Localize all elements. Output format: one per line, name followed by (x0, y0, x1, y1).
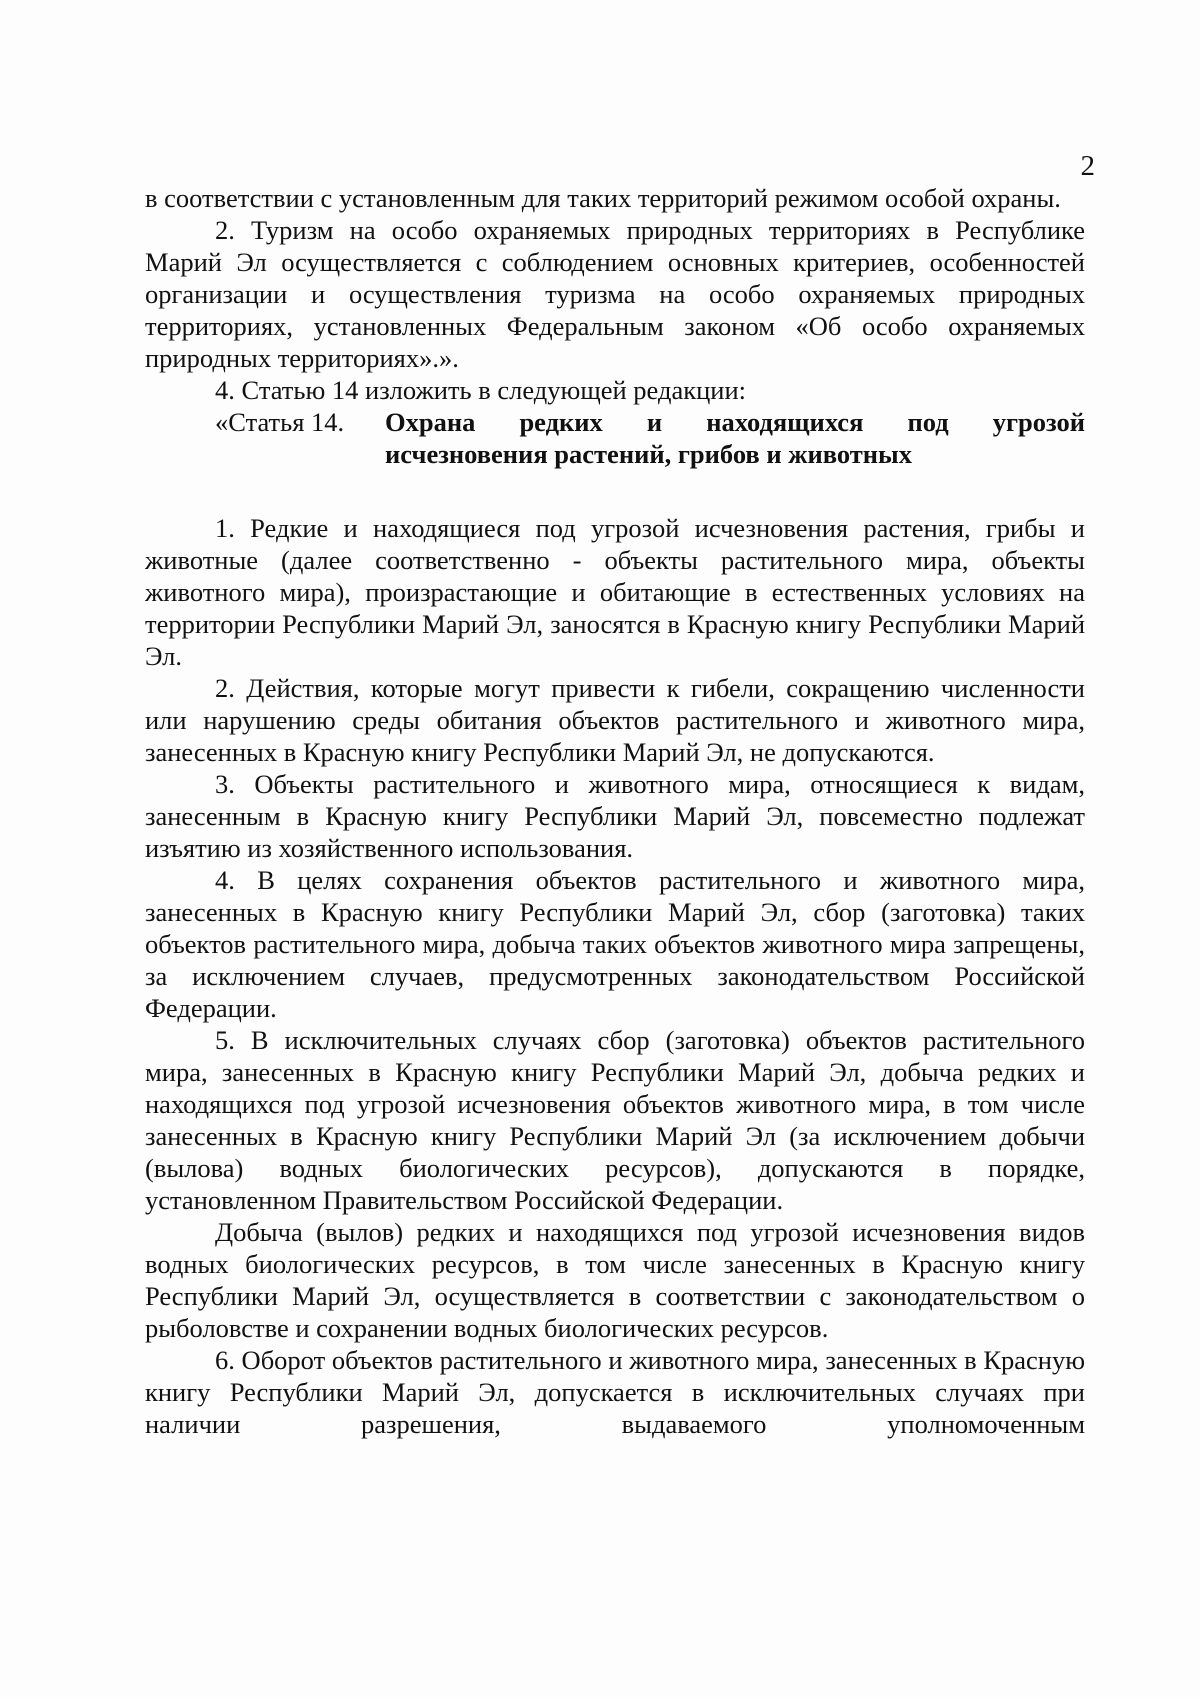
paragraph-item-4: 4. В целях сохранения объектов растительного и животного мира, занесенных в Красную книгу Республики Марий Эл, сбор (заготовка) таких объектов растительного мира, добыча таких объектов животного мира запрещены, за исключением случаев, предусмотренных законодательством Российской Федерации. (145, 865, 1085, 1023)
document-body (145, 182, 1085, 1440)
page-number: 2 (1080, 150, 1095, 182)
paragraph-item-5-extra: Добыча (вылов) редких и находящихся под угрозой исчезновения видов водных биологических ресурсов, в том числе занесенных в Красную книгу Республики Марий Эл, осуществляется в соответствии с законодательством о рыболовстве и сохранении водных биологических ресурсов. (145, 1217, 1085, 1343)
paragraph-item-3: 3. Объекты растительного и животного мира, относящиеся к видам, занесенным в Красную книгу Республики Марий Эл, повсеместно подлежат изъятию из хозяйственного использования. (145, 769, 1085, 863)
heading-spacer (145, 470, 1085, 512)
paragraph-item-1: 1. Редкие и находящиеся под угрозой исчезновения растения, грибы и животные (далее соответственно - объекты растительного мира, объекты животного мира), произрастающие и обитающие в естественных условиях на территории Республики Марий Эл, заносятся в Красную книгу Республики Марий Эл. (145, 513, 1085, 671)
article-heading (215, 406, 1085, 470)
article-number: «Статья 14. (215, 407, 345, 437)
paragraph-continuation: в соответствии с установленным для таких территорий режимом особой охраны. (145, 183, 1061, 213)
paragraph-item-5: 5. В исключительных случаях сбор (заготовка) объектов растительного мира, занесенных в Красную книгу Республики Марий Эл, добыча редких и находящихся под угрозой исчезновения объектов животного мира, в том числе занесенных в Красную книгу Республики Марий Эл (за исключением добычи (вылова) водных биологических ресурсов), допускаются в порядке, установленном Правительством Российской Федерации. (145, 1025, 1085, 1215)
article-title-line2: исчезновения растений, грибов и животных (385, 439, 912, 469)
paragraph-item-6: 6. Оборот объектов растительного и животного мира, занесенных в Красную книгу Республики Марий Эл, допускается в исключительных случаях при наличии разрешения, выдаваемого уполномоченным (145, 1345, 1085, 1439)
paragraph-item-2: 2. Действия, которые могут привести к гибели, сокращению численности или нарушению среды обитания объектов растительного и животного мира, занесенных в Красную книгу Республики Марий Эл, не допускаются. (145, 673, 1085, 767)
paragraph-tourism: 2. Туризм на особо охраняемых природных территориях в Республике Марий Эл осуществляется с соблюдением основных критериев, особенностей организации и осуществления туризма на особо охраняемых природных территориях, установленных Федеральным законом «Об особо охраняемых природных территориях».». (145, 215, 1085, 373)
paragraph-amendment-intro: 4. Статью 14 изложить в следующей редакции: (215, 375, 746, 405)
article-title (385, 406, 1085, 470)
article-title-line1: Охрана редких и находящихся под угрозой (385, 407, 1085, 437)
